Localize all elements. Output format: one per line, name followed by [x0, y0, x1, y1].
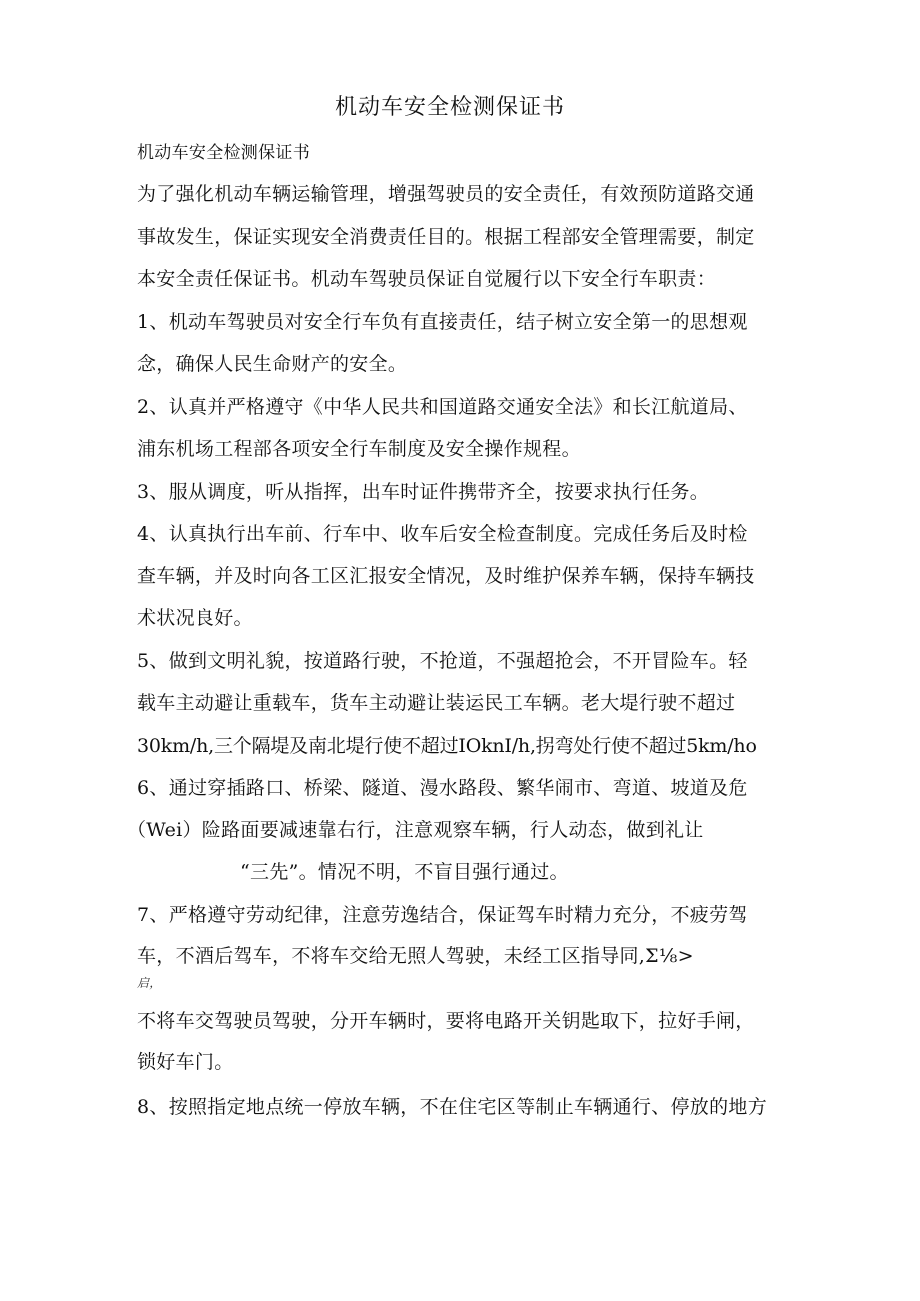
item-2-line-2: 浦东机场工程部各项安全行车制度及安全操作规程。	[137, 438, 581, 460]
item-3-line-1: 3、服从调度，听从指挥，出车时证件携带齐全，按要求执行任务。	[137, 481, 710, 503]
item-4-line-2: 查车辆，并及时向各工区汇报安全情况，及时维护保养车辆，保持车辆技	[137, 565, 755, 587]
item-5-line-3: 30km∕h,三个隔堤及南北堤行使不超过IOknI∕h,拐弯处行使不超过5km/ho	[137, 735, 757, 757]
intro-line-2: 事故发生，保证实现安全消费责任目的。根据工程部安全管理需要，制定	[137, 226, 755, 248]
item-4-line-3: 术状况良好。	[137, 607, 253, 629]
item-5-line-1: 5、做到文明礼貌，按道路行驶，不抢道，不强超抢会，不开冒险车。轻	[137, 650, 748, 672]
item-7-line-1: 7、严格遵守劳动纪律，注意劳逸结合，保证驾车时精力充分，不疲劳驾	[137, 904, 748, 926]
item-6-line-3: “三先”。情况不明，不盲目强行通过。	[240, 861, 569, 883]
item-1-line-1: 1、机动车驾驶员对安全行车负有直接责任，结子树立安全第一的思想观	[137, 311, 748, 333]
item-6-line-1: 6、通过穿插路口、桥梁、隧道、漫水路段、繁华闹市、弯道、坡道及危	[137, 777, 748, 799]
item-8-line-1: 8、按照指定地点统一停放车辆，不在住宅区等制止车辆通行、停放的地方	[137, 1096, 767, 1118]
item-2-line-1: 2、认真并严格遵守《中华人民共和国道路交通安全法》和长江航道局、	[137, 396, 748, 418]
item-5-line-2: 载车主动避让重载车，货车主动避让装运民工车辆。老大堤行驶不超过	[137, 692, 736, 714]
item-6-line-2: （Wei）险路面要减速靠右行，注意观察车辆，行人动态，做到礼让	[127, 819, 704, 841]
item-7-artifact: 启，	[137, 976, 162, 990]
document-title: 机动车安全检测保证书	[335, 95, 566, 120]
item-7-line-2: 车，不酒后驾车，不将车交给无照人驾驶，未经工区指导同,Σ⅛>	[137, 945, 694, 967]
item-1-line-2: 念，确保人民生命财产的安全。	[137, 353, 408, 375]
item-7-line-3: 不将车交驾驶员驾驶，分开车辆时，要将电路开关钥匙取下，拉好手闸，	[137, 1010, 755, 1032]
document-subtitle: 机动车安全检测保证书	[137, 143, 310, 163]
item-7-line-4: 锁好车门。	[137, 1051, 234, 1073]
intro-line-1: 为了强化机动车辆运输管理，增强驾驶员的安全责任，有效预防道路交通	[137, 183, 755, 205]
intro-line-3: 本安全责任保证书。机动车驾驶员保证自觉履行以下安全行车职责：	[137, 268, 717, 290]
item-4-line-1: 4、认真执行出车前、行车中、收车后安全检查制度。完成任务后及时检	[137, 523, 748, 545]
